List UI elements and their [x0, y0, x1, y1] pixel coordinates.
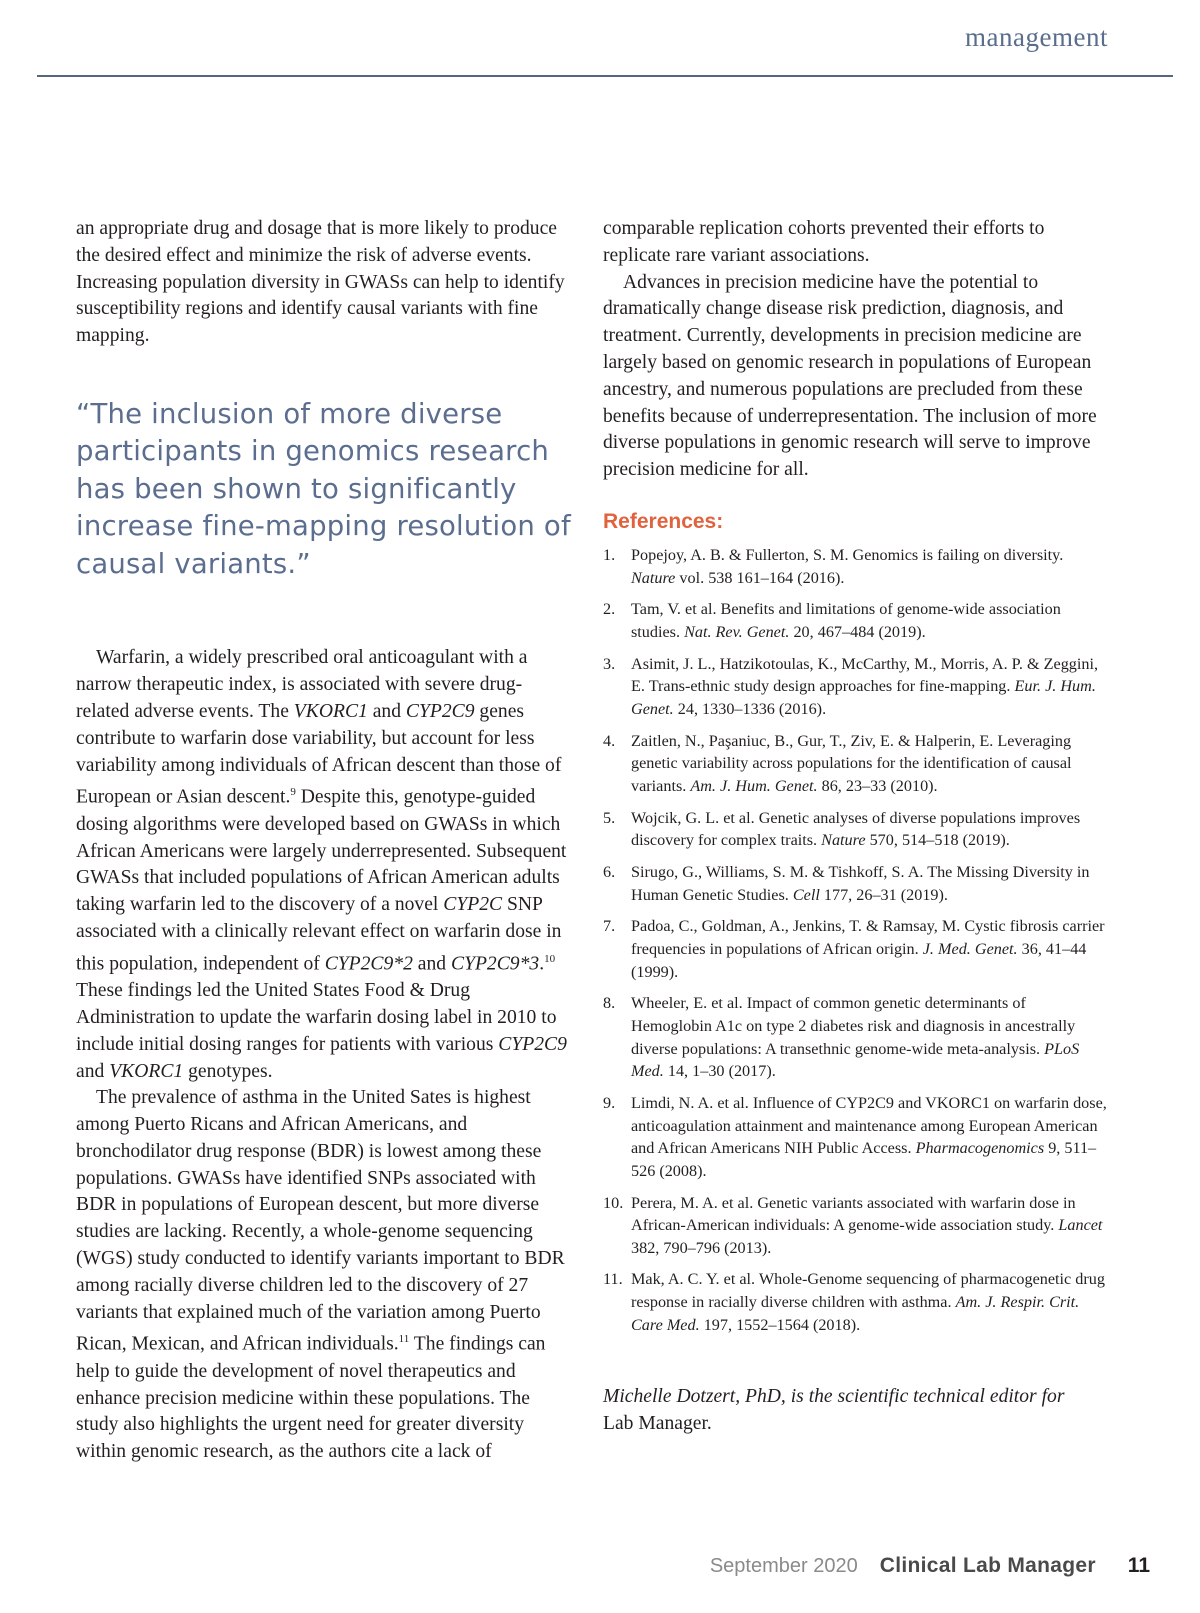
gene-name: CYP2C9*2 — [324, 953, 413, 975]
reference-text — [631, 915, 1107, 983]
pull-quote: “The inclusion of more diverse participants in genomics research has been shown to significantly increase fine-mapping resolution of causal variants.” — [76, 397, 571, 580]
magazine-title: Clinical Lab Manager — [879, 1554, 1096, 1577]
reference-authors-title: Asimit, J. L., Hatzikotoulas, K., McCarthy, M., Morris, A. P. & Zeggini, E. Trans-ethnic study design approaches for fine-mapping. — [631, 654, 1099, 696]
reference-number: 2. — [603, 600, 616, 619]
text-run: . — [539, 953, 545, 975]
page-number: 11 — [1127, 1554, 1150, 1577]
reference-item — [603, 1268, 1107, 1336]
continuation-paragraph: comparable replication cohorts prevented their efforts to replicate rare variant associations. — [603, 218, 1045, 266]
reference-authors-title: Zaitlen, N., Paşaniuc, B., Gur, T., Ziv, E. & Halperin, E. Leveraging genetic variability across populations for the identification of causal variants. — [631, 731, 1072, 795]
byline-italic: Michelle Dotzert, PhD, is the scientific technical editor for — [603, 1386, 1065, 1408]
reference-number: 6. — [603, 863, 616, 882]
text-run: Despite this, genotype-guided dosing algorithms were developed based on GWASs in which African Americans were largely underrepresented. Subsequent GWASs that included populations of African American adults taking warfarin led to the discovery of a novel — [76, 787, 567, 916]
reference-authors-title: Tam, V. et al. Benefits and limitations of genome-wide association studies. — [631, 600, 1061, 641]
reference-item — [603, 544, 1107, 589]
issue-date: September 2020 — [709, 1555, 858, 1577]
reference-item — [603, 861, 1107, 906]
reference-authors-title: Perera, M. A. et al. Genetic variants associated with warfarin dose in African-American individuals: A genome-wide association study. — [631, 1193, 1076, 1235]
reference-details: vol. 538 161–164 (2016). — [675, 568, 845, 587]
section-label: management — [965, 22, 1108, 52]
citation-superscript: 10 — [544, 952, 556, 965]
reference-text — [631, 1092, 1107, 1182]
reference-details: 382, 790–796 (2013). — [631, 1238, 772, 1257]
gene-name: CYP2C — [443, 894, 503, 916]
text-run: and — [412, 953, 451, 975]
gene-name: VKORC1 — [109, 1060, 184, 1082]
reference-item — [603, 1192, 1107, 1260]
asthma-paragraph — [76, 1085, 572, 1466]
reference-item — [603, 915, 1107, 983]
reference-authors-title: Wheeler, E. et al. Impact of common genetic determinants of Hemoglobin A1c on type 2 diabetes risk and diagnosis in ancestrally diverse populations: A transethnic genome-wide meta-analysis. — [631, 994, 1076, 1058]
reference-authors-title: Sirugo, G., Williams, S. M. & Tishkoff, S. A. The Missing Diversity in Human Genetic Studies. — [631, 863, 1090, 904]
text-run: The findings can help to guide the development of novel therapeutics and enhance precision medicine within these populations. The study also highlights the urgent need for greater diversity within genomic research, as the authors cite a lack of — [76, 1334, 546, 1463]
reference-number: 8. — [603, 994, 616, 1013]
author-byline — [603, 1384, 1107, 1438]
reference-details: 20, 467–484 (2019). — [789, 622, 926, 641]
left-column — [76, 216, 572, 1466]
reference-journal: Eur. J. Hum. Genet. — [631, 677, 1096, 718]
reference-number: 9. — [603, 1093, 616, 1112]
reference-journal: PLoS Med. — [631, 1039, 1080, 1081]
reference-details: 197, 1552–1564 (2018). — [699, 1315, 861, 1334]
text-run: and — [76, 1060, 110, 1082]
page-footer — [710, 1554, 1150, 1578]
text-run: The prevalence of asthma in the United Sates is highest among Puerto Ricans and African Americans, and bronchodilator drug response (BDR) is lowest among these populations. GWASs have identified SNPs associated with BDR in populations of European descent, but more diverse studies are lacking. Recently, a whole-genome sequencing (WGS) study conducted to identify variants important to BDR among racially diverse children led to the discovery of 27 variants that explained much of the variation among Puerto Rican, Mexican, and African individuals. — [76, 1087, 565, 1355]
reference-journal: J. Med. Genet. — [922, 940, 1018, 958]
reference-text — [631, 598, 1107, 643]
reference-item — [603, 807, 1107, 852]
text-run: SNP associated with a clinically relevant effect on warfarin dose in this population, independent of — [76, 894, 562, 975]
citation-superscript: 9 — [290, 786, 296, 799]
reference-number: 11. — [603, 1270, 623, 1289]
reference-authors-title: Mak, A. C. Y. et al. Whole-Genome sequencing of pharmacogenetic drug response in racially diverse children with asthma. — [631, 1270, 1105, 1312]
reference-number: 1. — [603, 545, 616, 564]
reference-authors-title: Padoa, C., Goldman, A., Jenkins, T. & Ramsay, M. Cystic fibrosis carrier frequencies in populations of African origin. — [631, 917, 1105, 958]
right-column — [603, 216, 1107, 1438]
reference-details: 36, 41–44 (1999). — [631, 940, 1087, 981]
reference-text — [631, 653, 1107, 721]
reference-details: 570, 514–518 (2019). — [865, 831, 1010, 850]
reference-details: 24, 1330–1336 (2016). — [673, 699, 827, 718]
header-divider — [37, 75, 1173, 77]
reference-details: 177, 26–31 (2019). — [819, 885, 948, 904]
reference-journal: Nature — [821, 831, 866, 850]
reference-item — [603, 1092, 1107, 1182]
reference-details: 86, 23–33 (2010). — [817, 776, 938, 795]
reference-number: 3. — [603, 654, 616, 673]
reference-text — [631, 1192, 1107, 1260]
text-run: genotypes. — [183, 1060, 273, 1082]
reference-details: 9, 511–526 (2008). — [631, 1139, 1097, 1180]
reference-item — [603, 653, 1107, 721]
references-heading: References: — [603, 509, 724, 533]
text-run: These findings led the United States Food & Drug Administration to update the warfarin dosing label in 2010 to include initial dosing ranges for patients with various — [76, 980, 557, 1055]
reference-number: 7. — [603, 917, 616, 936]
text-run: Warfarin, a widely prescribed oral anticoagulant with a narrow therapeutic index, is associated with severe drug-related adverse events. The — [76, 647, 528, 723]
reference-number: 10. — [603, 1193, 624, 1212]
reference-item — [603, 730, 1107, 798]
text-run: genes contribute to warfarin dose variability, but account for less variability among individuals of African descent than those of European or Asian descent. — [76, 701, 562, 808]
intro-paragraph: an appropriate drug and dosage that is more likely to produce the desired effect and minimize the risk of adverse events. Increasing population diversity in GWASs can help to identify susceptibility regions and identify causal variants with fine mapping. — [76, 218, 565, 347]
reference-text — [631, 1268, 1107, 1336]
gene-name: CYP2C9 — [405, 701, 475, 723]
citation-superscript: 11 — [398, 1333, 410, 1346]
reference-authors-title: Popejoy, A. B. & Fullerton, S. M. Genomics is failing on diversity. — [631, 545, 1064, 564]
references-list — [603, 544, 1107, 1336]
reference-text — [631, 730, 1107, 798]
reference-details: 14, 1–30 (2017). — [663, 1062, 776, 1081]
warfarin-paragraph — [76, 645, 572, 1085]
reference-text — [631, 992, 1107, 1082]
reference-journal: Pharmacogenomics — [915, 1139, 1045, 1158]
reference-journal: Nat. Rev. Genet. — [684, 622, 790, 641]
gene-name: CYP2C9 — [498, 1033, 567, 1055]
reference-number: 4. — [603, 731, 616, 750]
reference-text — [631, 861, 1107, 906]
reference-text — [631, 544, 1107, 589]
reference-journal: Am. J. Respir. Crit. Care Med. — [631, 1293, 1080, 1334]
text-run: and — [367, 701, 406, 723]
reference-journal: Nature — [631, 568, 676, 587]
gene-name: CYP2C9*3 — [451, 953, 540, 975]
precision-medicine-paragraph: Advances in precision medicine have the potential to dramatically change disease risk prediction, diagnosis, and treatment. Currently, developments in precision medicine are largely based on genomic research in populations of European ancestry, and numerous populations are precluded from these benefits because of underrepresentation. The inclusion of more diverse populations in genomic research will serve to improve precision medicine for all. — [603, 271, 1097, 481]
reference-journal: Lancet — [1058, 1216, 1103, 1235]
reference-authors-title: Limdi, N. A. et al. Influence of CYP2C9 and VKORC1 on warfarin dose, anticoagulation attainment and maintenance among European American and African Americans NIH Public Access. — [631, 1093, 1107, 1158]
reference-item — [603, 992, 1107, 1082]
reference-item — [603, 598, 1107, 643]
reference-number: 5. — [603, 808, 616, 827]
byline-publication: Lab Manager. — [603, 1413, 712, 1435]
reference-journal: Cell — [792, 885, 820, 904]
reference-authors-title: Wojcik, G. L. et al. Genetic analyses of diverse populations improves discovery for complex traits. — [631, 808, 1081, 850]
gene-name: VKORC1 — [293, 701, 368, 723]
reference-text — [631, 807, 1107, 852]
reference-journal: Am. J. Hum. Genet. — [690, 776, 818, 795]
